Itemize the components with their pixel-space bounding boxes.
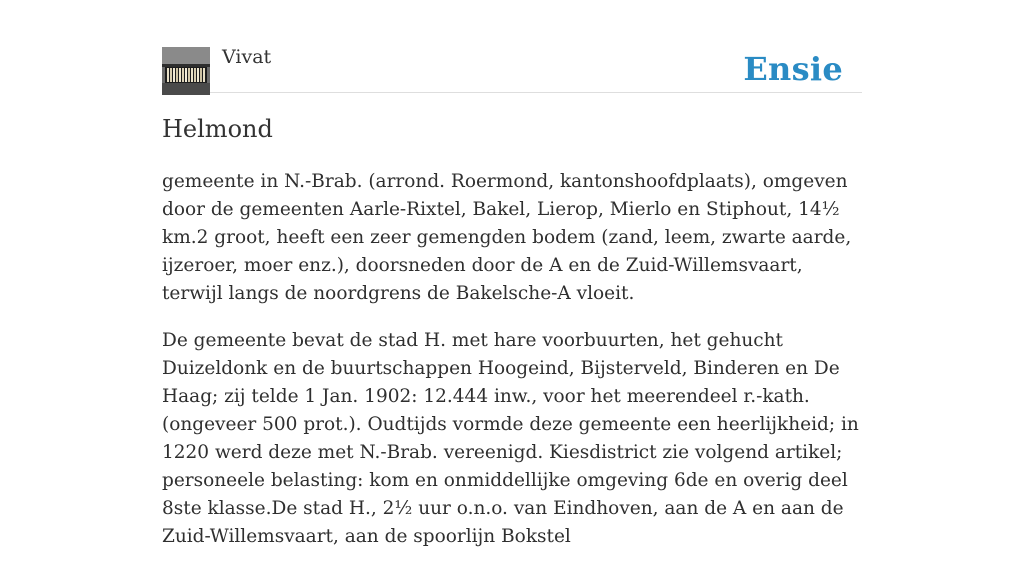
article-page [162, 0, 862, 547]
article-title: Helmond [162, 115, 273, 143]
author-link[interactable]: Vivat [222, 46, 272, 68]
article-body [162, 168, 862, 570]
article-paragraph: De gemeente bevat de stad H. met hare voorbuurten, het gehucht Duizeldonk en de buurtschappen Hoogeind, Bijsterveld, Binderen en De Haag; zij telde 1 Jan. 1902: 12.444 inw., voor het meerendeel r.-kath. (ongeveer 500 prot.). Oudtijds vormde deze gemeente een heerlijkheid; in 1220 werd deze met N.-Brab. vereenigd. Kiesdistrict zie volgend artikel; personeele belasting: kom en onmiddellijke omgeving 6de en overig deel 8ste klasse.De stad H., 2½ uur o.n.o. van Eindhoven, aan de A en aan de Zuid-Willemsvaart, aan de spoorlijn Bokstel [162, 330, 859, 547]
article-paragraph: gemeente in N.-Brab. (arrond. Roermond, kantonshoofdplaats), omgeven door de gemeenten Aarle-Rixtel, Bakel, Lierop, Mierlo en Stiphout, 14½ km.2 groot, heeft een zeer gemengden bodem (zand, leem, zwarte aarde, ijzeroer, moer enz.), doorsneden door de A en de Zuid-Willemsvaart, terwijl langs de noordgrens de Bakelsche-A vloeit. [162, 171, 852, 304]
bookshelf-image [162, 47, 210, 95]
ensie-logo-link[interactable]: Ensie [743, 50, 843, 88]
header [162, 0, 862, 93]
bookshelf-avatar-icon[interactable] [162, 47, 210, 95]
